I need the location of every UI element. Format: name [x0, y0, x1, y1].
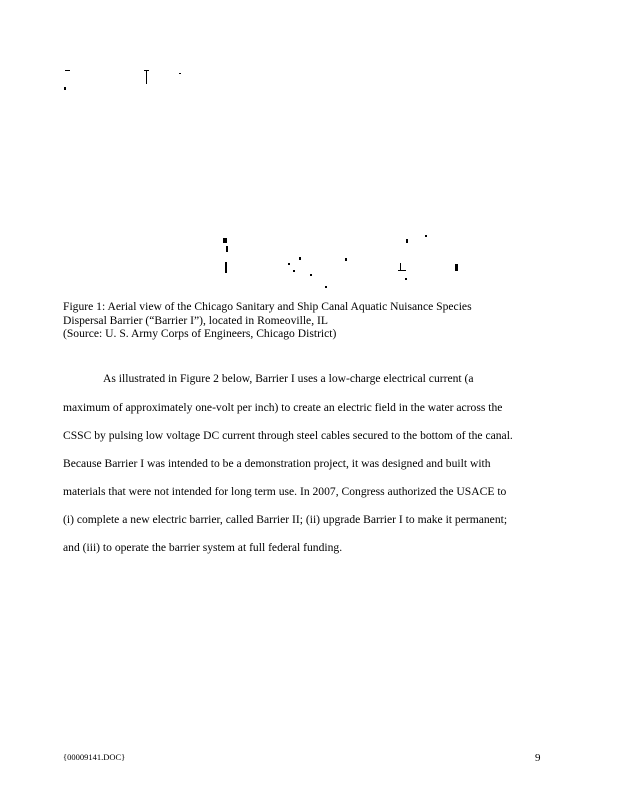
caption-line: Figure 1: Aerial view of the Chicago Sanitary and Ship Canal Aquatic Nuisance Species — [63, 300, 472, 313]
photo-speck — [400, 263, 401, 271]
aerial-photo-figure — [60, 60, 480, 290]
photo-speck — [406, 239, 408, 243]
photo-speck — [425, 235, 427, 237]
document-id-footer: {00009141.DOC} — [63, 752, 126, 762]
photo-speck — [455, 264, 458, 271]
photo-speck — [288, 263, 290, 265]
photo-speck — [293, 270, 295, 272]
photo-speck — [225, 262, 227, 273]
photo-speck — [405, 278, 407, 280]
paragraph-line: materials that were not intended for long term use. In 2007, Congress authorized the USACE to — [63, 485, 507, 498]
caption-line: Dispersal Barrier (“Barrier I”), located in Romeoville, IL — [63, 313, 328, 327]
photo-speck — [325, 286, 327, 288]
paragraph-line: and (iii) to operate the barrier system at full federal funding. — [63, 541, 343, 554]
photo-speck — [223, 238, 227, 243]
paragraph-line: As illustrated in Figure 2 below, Barrier I uses a low-charge electrical current (a — [103, 372, 474, 385]
page-number: 9 — [535, 752, 541, 764]
photo-speck — [65, 70, 70, 71]
photo-speck — [146, 70, 147, 84]
paragraph-line: (i) complete a new electric barrier, called Barrier II; (ii) upgrade Barrier I to make it permanent; — [63, 513, 508, 526]
photo-speck — [64, 87, 66, 90]
photo-speck — [226, 246, 228, 252]
photo-speck — [345, 258, 347, 261]
photo-speck — [299, 257, 301, 260]
paragraph-line: maximum of approximately one-volt per inch) to create an electric field in the water across the — [63, 401, 503, 414]
figure-caption — [63, 300, 563, 341]
photo-speck — [144, 70, 149, 71]
caption-line: (Source: U. S. Army Corps of Engineers, Chicago District) — [63, 327, 337, 341]
photo-speck — [179, 73, 181, 74]
photo-speck — [310, 274, 312, 276]
paragraph-line: CSSC by pulsing low voltage DC current through steel cables secured to the bottom of the canal. — [63, 429, 513, 442]
paragraph-line: Because Barrier I was intended to be a demonstration project, it was designed and built with — [63, 457, 491, 470]
